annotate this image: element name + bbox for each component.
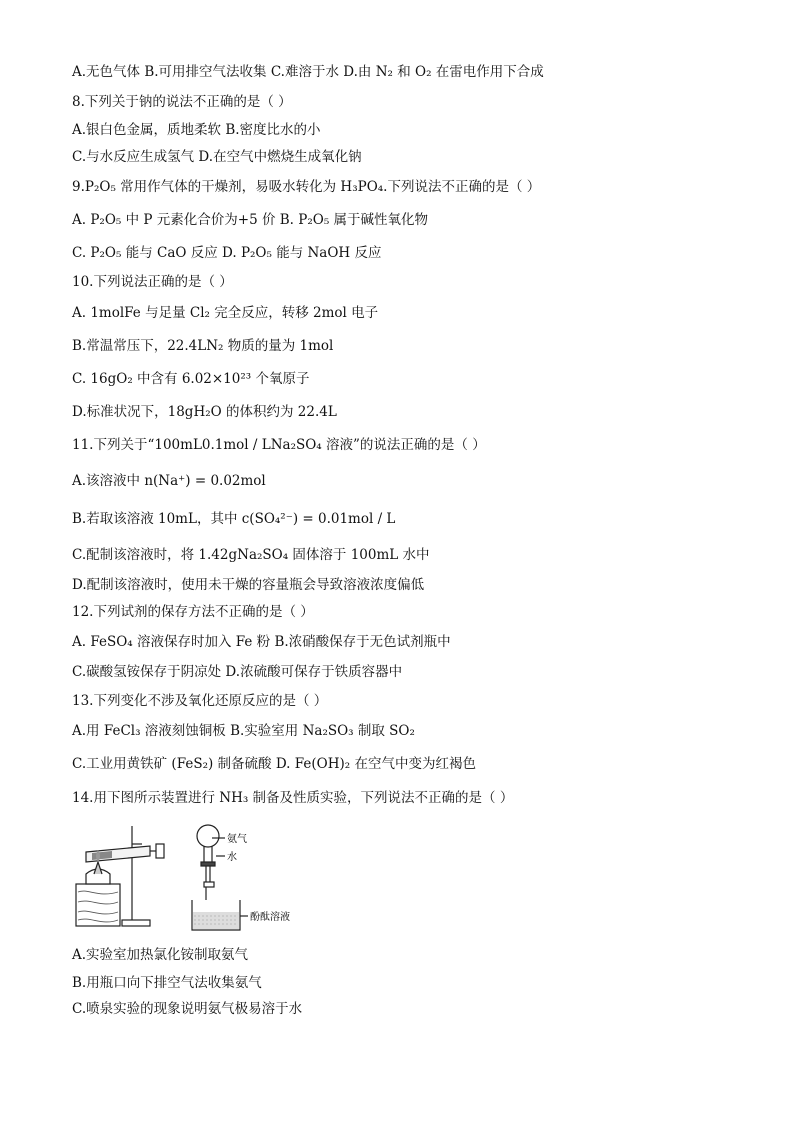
label-ammonia: 氨气 — [227, 834, 247, 845]
q11-option-d: D.配制该溶液时，使用未干燥的容量瓶会导致溶液浓度偏低 — [72, 577, 425, 593]
q13-options-ab: A.用 FeCl₃ 溶液刻蚀铜板 B.实验室用 Na₂SO₃ 制取 SO₂ — [72, 723, 415, 739]
q12-stem: 12.下列试剂的保存方法不正确的是（ ） — [72, 604, 314, 620]
q11-option-c: C.配制该溶液时，将 1.42gNa₂SO₄ 固体溶于 100mL 水中 — [72, 547, 430, 563]
q9-options-ab: A. P₂O₅ 中 P 元素化合价为+5 价 B. P₂O₅ 属于碱性氧化物 — [72, 212, 429, 228]
q9-options-cd: C. P₂O₅ 能与 CaO 反应 D. P₂O₅ 能与 NaOH 反应 — [72, 245, 382, 261]
q9-stem: 9.P₂O₅ 常用作气体的干燥剂，易吸水转化为 H₃PO₄.下列说法不正确的是（ ） — [72, 179, 541, 195]
q13-options-cd: C.工业用黄铁矿 (FeS₂) 制备硫酸 D. Fe(OH)₂ 在空气中变为红褐色 — [72, 756, 476, 772]
apparatus-figure — [72, 822, 302, 934]
q8-stem: 8.下列关于钠的说法不正确的是（ ） — [72, 94, 292, 110]
q11-option-b: B.若取该溶液 10mL，其中 c(SO₄²⁻) = 0.01mol / L — [72, 511, 396, 527]
q14-option-b: B.用瓶口向下排空气法收集氨气 — [72, 975, 262, 991]
q8-options-cd: C.与水反应生成氢气 D.在空气中燃烧生成氧化钠 — [72, 149, 362, 165]
q12-options-cd: C.碳酸氢铵保存于阴凉处 D.浓硫酸可保存于铁质容器中 — [72, 664, 403, 680]
q10-option-c: C. 16gO₂ 中含有 6.02×10²³ 个氧原子 — [72, 371, 310, 387]
label-water: 水 — [227, 852, 237, 863]
q8-options-ab: A.银白色金属，质地柔软 B.密度比水的小 — [72, 122, 321, 138]
q13-stem: 13.下列变化不涉及氧化还原反应的是（ ） — [72, 693, 328, 709]
q14-stem: 14.用下图所示装置进行 NH₃ 制备及性质实验，下列说法不正确的是（ ） — [72, 790, 514, 806]
q11-option-a: A.该溶液中 n(Na⁺) = 0.02mol — [72, 473, 266, 489]
q10-option-a: A. 1molFe 与足量 Cl₂ 完全反应，转移 2mol 电子 — [72, 305, 379, 321]
q12-options-ab: A. FeSO₄ 溶液保存时加入 Fe 粉 B.浓硝酸保存于无色试剂瓶中 — [72, 634, 451, 650]
q14-option-a: A.实验室加热氯化铵制取氨气 — [72, 947, 249, 963]
heating-apparatus — [76, 826, 164, 926]
q7-options: A.无色气体 B.可用排空气法收集 C.难溶于水 D.由 N₂ 和 O₂ 在雷电作用下合成 — [72, 64, 544, 80]
label-phenolphthalein: 酚酞溶液 — [250, 912, 290, 923]
q10-option-b: B.常温常压下，22.4LN₂ 物质的量为 1mol — [72, 338, 334, 354]
q11-stem: 11.下列关于“100mL0.1mol / LNa₂SO₄ 溶液”的说法正确的是（ ） — [72, 437, 486, 453]
q10-option-d: D.标准状况下，18gH₂O 的体积约为 22.4L — [72, 404, 337, 420]
q14-option-c: C.喷泉实验的现象说明氨气极易溶于水 — [72, 1001, 303, 1017]
q10-stem: 10.下列说法正确的是（ ） — [72, 274, 233, 290]
